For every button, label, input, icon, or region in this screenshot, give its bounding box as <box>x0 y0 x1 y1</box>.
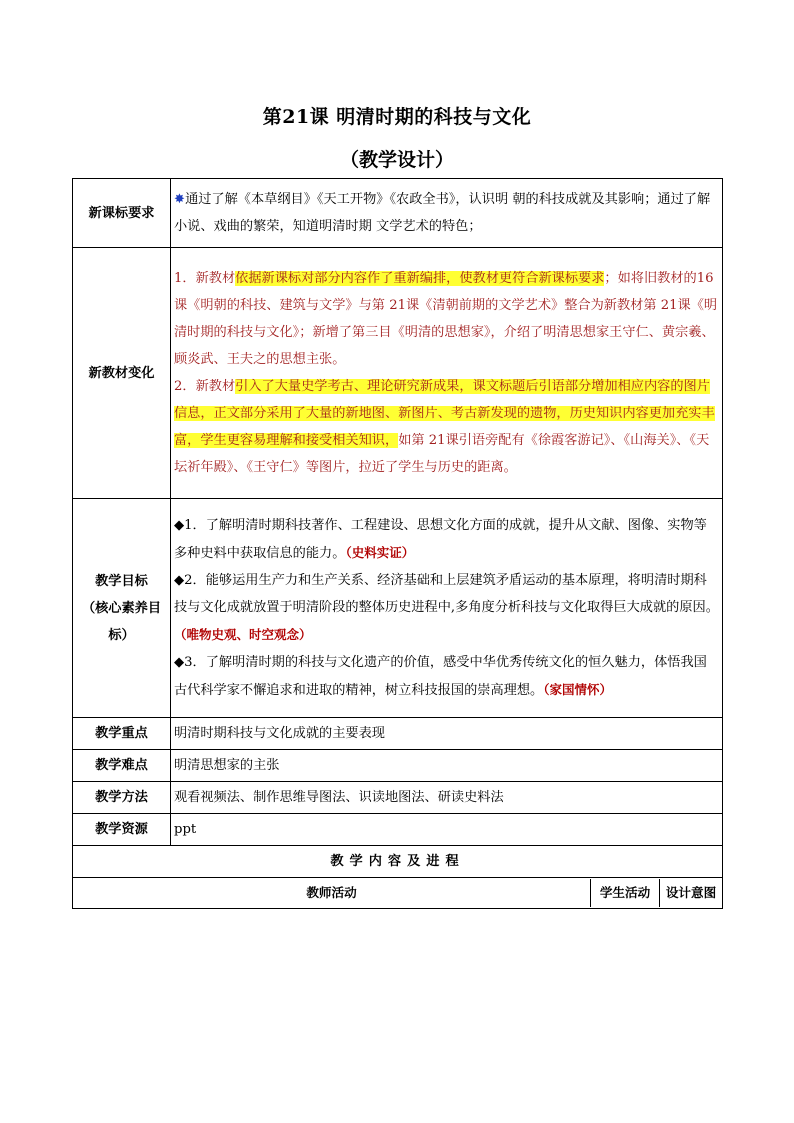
resource-row <box>73 814 723 846</box>
curriculum-row <box>73 179 723 248</box>
curriculum-text: ✸通过了解《本草纲目》《天工开物》《农政全书》，认识明 朝的科技成就及其影响；通过了解小说、戏曲的繁荣，知道明清时期 文学艺术的特色； <box>171 179 723 248</box>
design-intent-header: 设计意图 <box>665 885 717 900</box>
method-row <box>73 782 723 814</box>
goals-label: 教学目标 （核心素养目标） <box>73 499 171 718</box>
changes-paragraph-1: 1．新教材依据新课标对部分内容作了重新编排，使教材更符合新课标要求；如将旧教材的16课《明朝的科技、建筑与文学》与第 21课《清朝前期的文学艺术》整合为新教材第 21课《明清时期的科技与文化》；新增了第三目《明清的思想家》，介绍了明清思想家王守仁、黄宗羲、顾炎武、王夫之的思想主张。 <box>174 271 718 367</box>
method-text: 观看视频法、制作思维导图法、识读地图法、研读史料法 <box>171 782 723 814</box>
changes-paragraph-2: 2．新教材引入了大量史学考古、理论研究新成果，课文标题后引语部分增加相应内容的图片信息，正文部分采用了大量的新地图、新图片、考古新发现的遗物，历史知识内容更加充实丰富，学生更容易理解和接受相关知识，如第 21课引语旁配有《徐霞客游记》、《山海关》、《天坛祈年殿》、《王守仁》等图片，拉近了学生与历史的距离。 <box>174 379 715 475</box>
process-header: 教学内容及进程 <box>73 846 723 878</box>
key-label: 教学重点 <box>73 718 171 750</box>
difficult-label: 教学难点 <box>73 750 171 782</box>
star-icon: ✸ <box>174 192 186 207</box>
difficult-row <box>73 750 723 782</box>
goal-3: ◆3．了解明清时期的科技与文化遗产的价值，感受中华优秀传统文化的恒久魅力，体悟我国古代科学家不懈追求和进取的精神，树立科技报国的崇高理想。（家国情怀） <box>174 655 707 698</box>
document-subtitle: （教学设计） <box>339 149 454 171</box>
resource-label: 教学资源 <box>73 814 171 846</box>
changes-row <box>73 248 723 499</box>
method-label: 教学方法 <box>73 782 171 814</box>
changes-text <box>171 248 723 499</box>
key-row <box>73 718 723 750</box>
curriculum-label: 新课标要求 <box>73 179 171 248</box>
process-row <box>73 846 723 878</box>
document-title: 第21课 明清时期的科技与文化 <box>262 106 532 128</box>
lesson-plan-table <box>72 178 723 909</box>
goals-text <box>171 499 723 718</box>
student-activity-header: 学生活动 <box>591 879 660 907</box>
resource-text: ppt <box>171 814 723 846</box>
activity-columns <box>73 879 722 907</box>
key-text: 明清时期科技与文化成就的主要表现 <box>171 718 723 750</box>
teacher-activity-header: 教师活动 <box>73 879 591 907</box>
columns-row <box>73 878 723 909</box>
goal-2: ◆2．能够运用生产力和生产关系、经济基础和上层建筑矛盾运动的基本原理，将明清时期科技与文化成就放置于明清阶段的整体历史进程中,多角度分析科技与文化取得巨大成就的原因。（唯物史观、时空观念） <box>174 573 719 642</box>
difficult-text: 明清思想家的主张 <box>171 750 723 782</box>
goal-1: ◆1．了解明清时期科技著作、工程建设、思想文化方面的成就，提升从文献、图像、实物等多种史料中获取信息的能力。（史料实证） <box>174 518 707 561</box>
changes-label: 新教材变化 <box>73 248 171 499</box>
goals-row <box>73 499 723 718</box>
